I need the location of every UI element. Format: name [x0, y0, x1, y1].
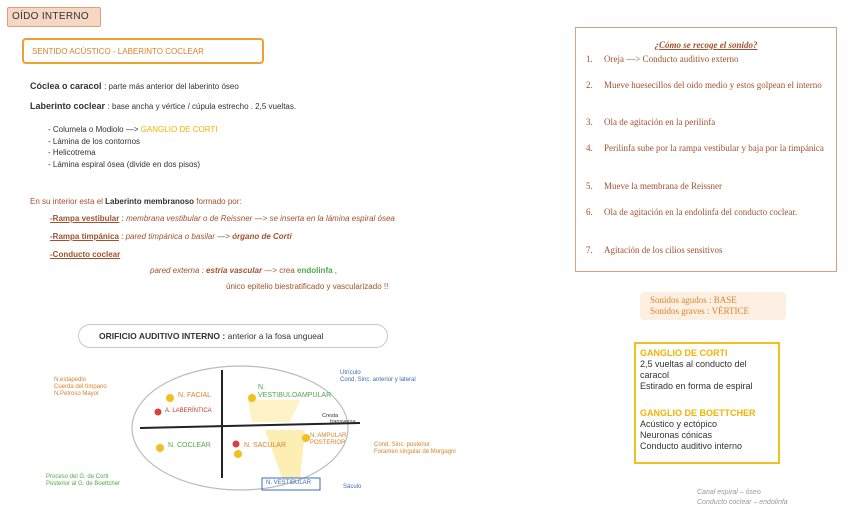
como-item: 7. Agitación de los cilios sensitivos	[586, 245, 723, 255]
structure-item: - Columela o Modiolo —> GANGLIO DE CORTI	[48, 125, 218, 134]
como-item: 2. Mueve huesecillos del oído medio y estos golpean el interno	[586, 80, 822, 90]
page-title-box	[7, 7, 101, 27]
a-laberintica-label: A. LABERÍNTICA	[165, 408, 212, 414]
coclear-dot	[156, 444, 164, 452]
n-coclear-label: N. COCLEAR	[168, 442, 211, 449]
vestibular-dot	[248, 394, 256, 402]
corti-line: Estirado en forma de espiral	[640, 381, 753, 391]
como-item: 1. Oreja —> Conducto auditivo externo	[586, 54, 739, 64]
structure-item: - Lámina espiral ósea (divide en dos pisos)	[48, 159, 201, 169]
structure-item: - Lámina de los contornos	[48, 136, 141, 146]
sacular-dot	[234, 450, 242, 458]
pared-externa-line: pared externa : estría vascular —> crea endolinfa ,	[150, 266, 338, 275]
coclea-term: Cóclea o caracol	[30, 81, 102, 91]
arteria-dot	[155, 409, 162, 416]
facial-dot	[166, 394, 174, 402]
ganglios-box	[634, 342, 780, 464]
rampa-vestibular-line: -Rampa vestibular : membrana vestibular o de Reissner —> se inserta en la lámina espiral ósea	[50, 214, 395, 223]
arteria-dot-2	[233, 441, 240, 448]
como-item: 5. Mueve la membrana de Reissner	[586, 181, 722, 191]
sonidos-box: Sonidos agudos : BASE Sonidos graves : VÉRTICE	[640, 292, 786, 320]
ampular-dot	[302, 434, 310, 442]
n-facial-label: N. FACIAL	[178, 392, 212, 399]
coclea-line	[30, 81, 239, 91]
n-vestibular-label: N. VESTIBULAR	[266, 480, 312, 486]
utriculo-notes: Utrículo Cond. Sinc. anterior y lateral	[340, 370, 416, 383]
structures-list	[48, 124, 217, 170]
orificio-text: ORIFICIO AUDITIVO INTERNO : anterior a la fosa ungueal	[99, 331, 324, 341]
vestibular-beam	[265, 430, 305, 478]
cresta-transversa-label: Cresta transversa	[322, 413, 356, 425]
n-vestibuloampular-label: N. VESTIBULOAMPULAR	[258, 384, 332, 399]
como-item: 6. Ola de agitación en la endolinfa del conducto coclear.	[586, 207, 798, 217]
corti-line: caracol	[640, 370, 670, 380]
section-title: SENTIDO ACÚSTICO - LABERINTO COCLEAR	[32, 47, 204, 56]
saculo-label: Sáculo	[343, 484, 362, 490]
cond-post-notes: Cond. Sinc. posterior Foramen singular de Morgagni	[374, 442, 456, 455]
left-notes: N.estapedio Cuerda del tímpano N.Petroso Mayor	[54, 377, 107, 397]
como-title: ¿Cómo se recoge el sonido?	[654, 40, 758, 50]
boettcher-line: Conducto auditivo interno	[640, 441, 743, 451]
structure-item: - Helicotrema	[48, 148, 96, 157]
pared-externa-line2: único epitelio biestratificado y vascularizado !!	[226, 282, 389, 291]
membranoso-intro: En su interior esta el Laberinto membranoso formado por:	[30, 197, 242, 206]
como-item: 4. Perilinfa sube por la rampa vestibular y baja por la timpánica	[586, 143, 824, 153]
upper-beam	[248, 400, 300, 422]
corti-line: 2,5 vueltas al conducto del	[640, 359, 747, 369]
section-title-box	[22, 38, 264, 64]
conducto-coclear-line: -Conducto coclear	[50, 250, 121, 259]
n-sacular-label: N. SACULAR	[244, 442, 287, 449]
bottom-left-notes: Proceso del G. de Corti Posterior al G. de Boettcher	[46, 474, 121, 487]
coclea-desc: : parte más anterior del laberinto óseo	[104, 82, 239, 91]
corti-title: GANGLIO DE CORTI	[640, 348, 728, 358]
laberinto-line	[30, 101, 296, 111]
rampa-timpanica-line: -Rampa timpánica : pared timpánica o basilar —> órgano de Corti	[50, 232, 292, 241]
como-item: 3. Ola de agitación en la perilinfa	[586, 117, 716, 127]
page-title: OÍDO INTERNO	[12, 11, 89, 22]
boettcher-line: Neuronas cónicas	[640, 430, 713, 440]
como-box	[575, 27, 837, 272]
orificio-pill	[78, 324, 388, 348]
boettcher-title: GANGLIO DE BOETTCHER	[640, 408, 756, 418]
canal-note: Canal espiral – óseo Conducto coclear – endolinfa	[697, 489, 788, 506]
laberinto-term: Laberinto coclear	[30, 101, 106, 111]
boettcher-line: Acústico y ectópico	[640, 419, 718, 429]
laberinto-desc: : base ancha y vértice / cúpula estrecho . 2,5 vueltas.	[107, 102, 297, 111]
n-ampular-label: N. AMPULAR POSTERIOR	[310, 433, 347, 446]
